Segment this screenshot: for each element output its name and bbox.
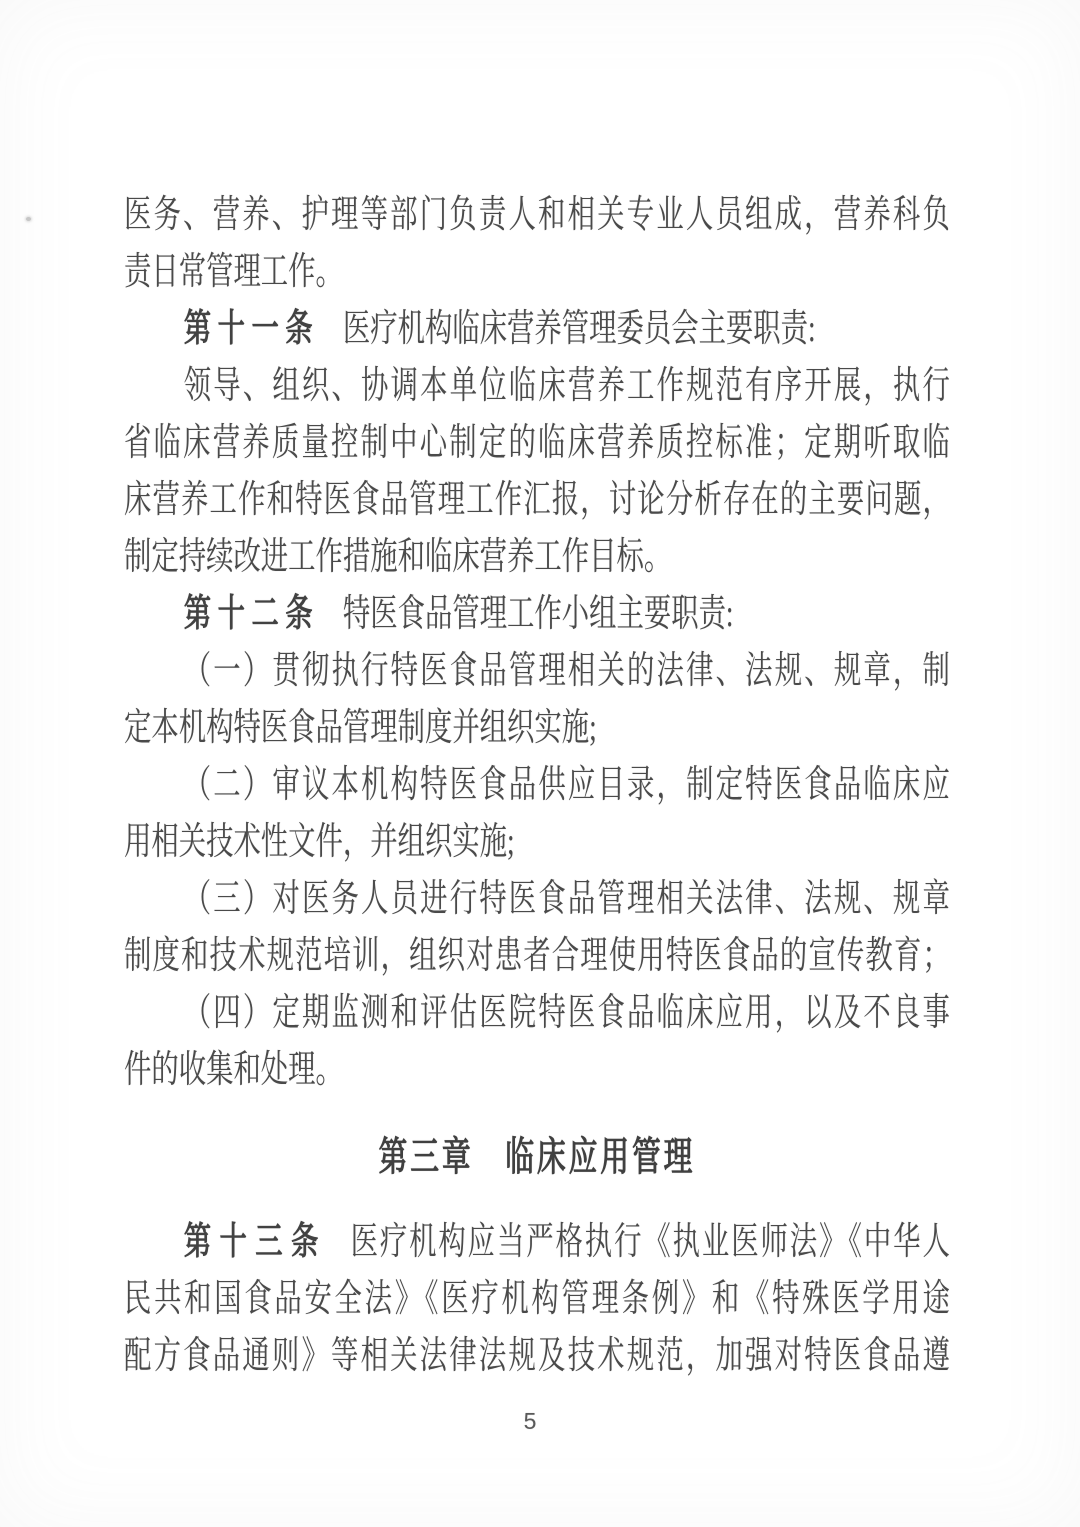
- page-number: 5: [523, 1408, 537, 1434]
- text-line: 制定持续改进工作措施和临床营养工作目标。: [124, 536, 672, 578]
- scan-artifact-dot: [26, 217, 31, 221]
- article-number: 第十三条: [183, 1221, 327, 1263]
- text-line: （三）对医务人员进行特医食品管理相关法律、法规、规章: [183, 878, 950, 920]
- chapter-heading: 第三章 临床应用管理: [378, 1135, 696, 1179]
- article-number: 第十一条: [183, 308, 320, 350]
- text-line: 领导、组织、协调本单位临床营养工作规范有序开展，执行: [183, 365, 950, 407]
- text-line: （二）审议本机构特医食品供应目录，制定特医食品临床应: [183, 764, 950, 806]
- text-line: [124, 301, 950, 358]
- text-line: （四）定期监测和评估医院特医食品临床应用，以及不良事: [183, 992, 950, 1034]
- text-line: 民共和国食品安全法》《医疗机构管理条例》和《特殊医学用途: [124, 1278, 950, 1320]
- text-line: 配方食品通则》等相关法律法规及技术规范，加强对特医食品遵: [124, 1335, 950, 1377]
- text-line: 医务、营养、护理等部门负责人和相关专业人员组成，营养科负: [124, 194, 950, 236]
- line-text: 医疗机构应当严格执行《执业医师法》《中华人: [350, 1221, 950, 1263]
- text-line: 床营养工作和特医食品管理工作汇报，讨论分析存在的主要问题，: [124, 479, 950, 521]
- text-line: 用相关技术性文件，并组织实施;: [124, 821, 515, 863]
- text-line: 省临床营养质量控制中心制定的临床营养质控标准；定期听取临: [124, 422, 950, 464]
- text-line: 件的收集和处理。: [124, 1049, 343, 1091]
- text-line: [124, 586, 950, 643]
- text-line: （一）贯彻执行特医食品管理相关的法律、法规、规章，制: [183, 650, 950, 692]
- text-line: 制度和技术规范培训，组织对患者合理使用特医食品的宣传教育；: [124, 935, 950, 977]
- text-line: 责日常管理工作。: [124, 251, 343, 293]
- text-frame: [124, 187, 950, 1385]
- text-line: 定本机构特医食品管理制度并组织实施;: [124, 707, 597, 749]
- line-text: 特医食品管理工作小组主要职责:: [342, 593, 734, 635]
- text-line: [124, 1214, 950, 1271]
- article-number: 第十二条: [183, 593, 320, 635]
- line-text: 医疗机构临床营养管理委员会主要职责:: [342, 308, 816, 350]
